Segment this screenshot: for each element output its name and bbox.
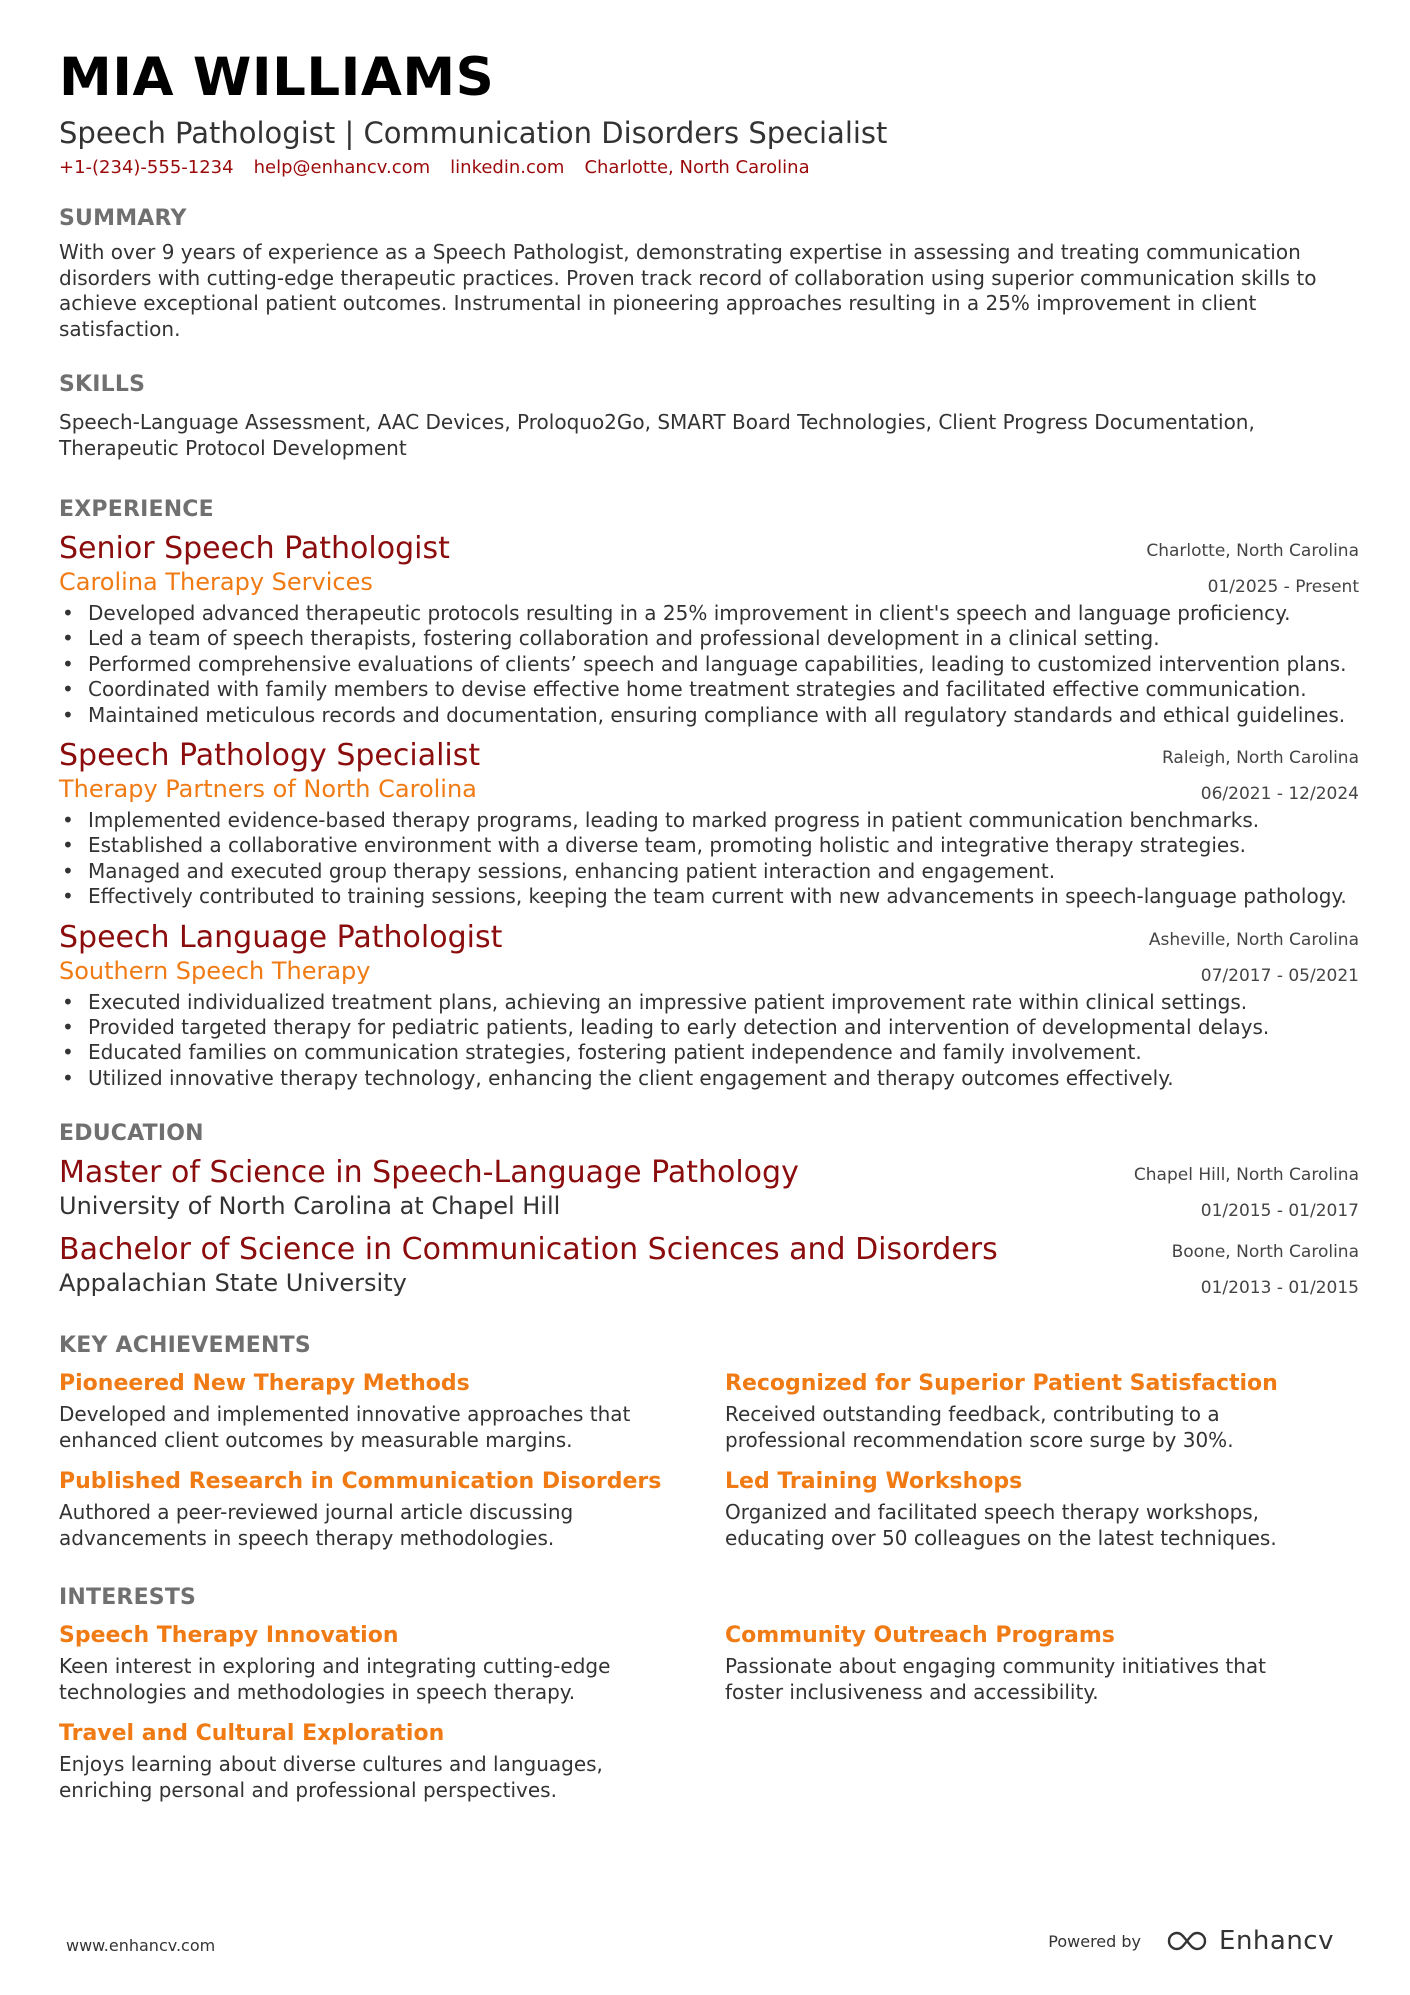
school-name: Appalachian State University <box>59 1269 407 1298</box>
enhancv-logo-text: Enhancv <box>1219 1926 1334 1956</box>
job-meta <box>1149 922 1359 994</box>
interest-title: Travel and Cultural Exploration <box>59 1721 445 1747</box>
bullet-item: • Developed advanced therapeutic protocols resulting in a 25% improvement in client's speech and language proficiency. <box>59 601 1359 626</box>
achievement-card <box>725 1369 1359 1453</box>
interest-desc: Enjoys learning about diverse cultures and languages, enriching personal and professional perspectives. <box>59 1752 603 1802</box>
job-location: Raleigh, North Carolina <box>1161 748 1359 769</box>
achievement-desc: Authored a peer-reviewed journal article discussing advancements in speech therapy methodologies. <box>59 1500 574 1550</box>
achievement-card <box>725 1467 1359 1551</box>
section-title: INTERESTS <box>59 1585 197 1611</box>
powered-by-label: Powered by <box>1048 1931 1142 1951</box>
achievement-card <box>59 1369 725 1453</box>
bullet-item: • Utilized innovative therapy technology, enhancing the client engagement and therapy outcomes effectively. <box>59 1066 1359 1091</box>
job-title: Speech Language Pathologist <box>59 919 503 955</box>
bullet-item: • Executed individualized treatment plans, achieving an impressive patient improvement rate within clinical settings. <box>59 990 1359 1015</box>
interest-desc: Passionate about engaging community initiatives that foster inclusiveness and accessibility. <box>725 1654 1266 1704</box>
contact-location: Charlotte, North Carolina <box>584 157 810 178</box>
summary-text: With over 9 years of experience as a Speech Pathologist, demonstrating expertise in assessing and treating communication disorders with cutting-edge therapeutic practices. Proven track record of collaboration using superior communication skills to achieve exceptional patient outcomes. Instrumental in pioneering approaches resulting in a 25% improvement in client satisfaction. <box>59 240 1317 341</box>
education-location: Boone, North Carolina <box>1171 1242 1359 1263</box>
section-title: SUMMARY <box>59 206 187 231</box>
bullet-item: • Managed and executed group therapy sessions, enhancing patient interaction and engagement. <box>59 859 1359 884</box>
company-name: Carolina Therapy Services <box>59 568 373 596</box>
education-meta <box>1172 1234 1359 1306</box>
achievement-card <box>59 1467 725 1551</box>
footer-branding <box>1048 1926 1334 1956</box>
achievement-desc: Received outstanding feedback, contributing to a professional recommendation score surge by 30%. <box>725 1402 1234 1452</box>
achievements-section <box>59 1331 1359 1551</box>
enhancv-logo-icon <box>1165 1929 1209 1953</box>
bullet-item: • Performed comprehensive evaluations of clients’ speech and language capabilities, leading to customized intervention plans. <box>59 652 1359 677</box>
skills-section <box>59 370 1359 461</box>
experience-entry <box>59 531 1359 728</box>
bullet-item: • Implemented evidence-based therapy programs, leading to marked progress in patient communication benchmarks. <box>59 808 1359 833</box>
bullet-item: • Maintained meticulous records and documentation, ensuring compliance with all regulatory standards and ethical guidelines. <box>59 703 1359 728</box>
bullet-item: • Led a team of speech therapists, fostering collaboration and professional development in a clinical setting. <box>59 626 1359 651</box>
enhancv-logo[interactable] <box>1165 1926 1334 1956</box>
summary-section <box>59 204 1359 342</box>
degree-title: Bachelor of Science in Communication Sciences and Disorders <box>59 1232 998 1268</box>
job-title: Senior Speech Pathologist <box>59 531 450 566</box>
education-location: Chapel Hill, North Carolina <box>1133 1165 1359 1186</box>
interest-card <box>725 1621 1359 1705</box>
interest-title: Community Outreach Programs <box>725 1623 1115 1649</box>
job-dates: 01/2025 - Present <box>1207 577 1359 597</box>
degree-title: Master of Science in Speech-Language Pathology <box>59 1155 799 1191</box>
job-bullets <box>59 990 1359 1092</box>
job-meta <box>1146 533 1359 605</box>
education-entry <box>59 1232 1359 1299</box>
experience-entry <box>59 920 1359 1092</box>
interests-grid <box>59 1621 1359 1803</box>
job-dates: 07/2017 - 05/2021 <box>1200 965 1359 986</box>
section-title: EXPERIENCE <box>59 497 214 522</box>
company-name: Southern Speech Therapy <box>59 956 371 985</box>
section-title: SKILLS <box>59 372 146 397</box>
company-name: Therapy Partners of North Carolina <box>59 775 477 804</box>
section-title: EDUCATION <box>59 1121 204 1147</box>
candidate-name: MIA WILLIAMS <box>59 47 495 108</box>
bullet-item: • Effectively contributed to training sessions, keeping the team current with new advancements in speech-language pathology. <box>59 884 1359 909</box>
achievement-title: Recognized for Superior Patient Satisfaction <box>725 1371 1278 1397</box>
job-meta <box>1162 740 1359 812</box>
resume-page <box>59 44 1359 1803</box>
bullet-item: • Provided targeted therapy for pediatric patients, leading to early detection and intervention of developmental delays. <box>59 1015 1359 1040</box>
experience-entry <box>59 738 1359 910</box>
education-dates: 01/2013 - 01/2015 <box>1200 1278 1359 1299</box>
contact-row <box>59 156 1359 180</box>
job-title: Speech Pathology Specialist <box>59 738 481 774</box>
bullet-item: • Educated families on communication strategies, fostering patient independence and family involvement. <box>59 1040 1359 1065</box>
interest-desc: Keen interest in exploring and integrating cutting-edge technologies and methodologies in speech therapy. <box>59 1654 611 1704</box>
achievement-title: Led Training Workshops <box>725 1469 1023 1495</box>
education-entry <box>59 1155 1359 1222</box>
interest-card <box>59 1621 725 1705</box>
education-meta <box>1134 1157 1359 1229</box>
skills-text: Speech-Language Assessment, AAC Devices, Proloquo2Go, SMART Board Technologies, Client Progress Documentation, Therapeutic Protocol Development <box>59 410 1255 460</box>
achievement-title: Pioneered New Therapy Methods <box>59 1371 470 1397</box>
achievement-desc: Organized and facilitated speech therapy workshops, educating over 50 colleagues on the latest techniques. <box>725 1500 1277 1550</box>
achievement-title: Published Research in Communication Disorders <box>59 1469 662 1495</box>
job-location: Charlotte, North Carolina <box>1146 541 1359 561</box>
contact-phone[interactable]: +1-(234)-555-1234 <box>59 157 234 178</box>
resume-header <box>59 44 1359 180</box>
interest-card <box>59 1719 725 1803</box>
job-location: Asheville, North Carolina <box>1148 929 1359 950</box>
job-bullets <box>59 808 1359 910</box>
achievement-desc: Developed and implemented innovative approaches that enhanced client outcomes by measurable margins. <box>59 1402 631 1452</box>
candidate-headline: Speech Pathologist | Communication Disorders Specialist <box>59 116 888 150</box>
interest-title: Speech Therapy Innovation <box>59 1623 399 1649</box>
section-title: KEY ACHIEVEMENTS <box>59 1333 311 1359</box>
bullet-item: • Coordinated with family members to devise effective home treatment strategies and facilitated effective communication. <box>59 677 1359 702</box>
job-dates: 06/2021 - 12/2024 <box>1200 784 1359 805</box>
contact-email[interactable]: help@enhancv.com <box>253 157 431 178</box>
job-bullets <box>59 601 1359 728</box>
bullet-item: • Established a collaborative environment with a diverse team, promoting holistic and integrative therapy strategies. <box>59 833 1359 858</box>
experience-section <box>59 495 1359 1091</box>
contact-linkedin[interactable]: linkedin.com <box>450 157 565 178</box>
achievements-grid <box>59 1369 1359 1551</box>
education-section <box>59 1119 1359 1299</box>
education-dates: 01/2015 - 01/2017 <box>1200 1201 1359 1222</box>
footer-website[interactable]: www.enhancv.com <box>66 1936 216 1955</box>
school-name: University of North Carolina at Chapel Hill <box>59 1192 561 1221</box>
interests-section <box>59 1583 1359 1803</box>
